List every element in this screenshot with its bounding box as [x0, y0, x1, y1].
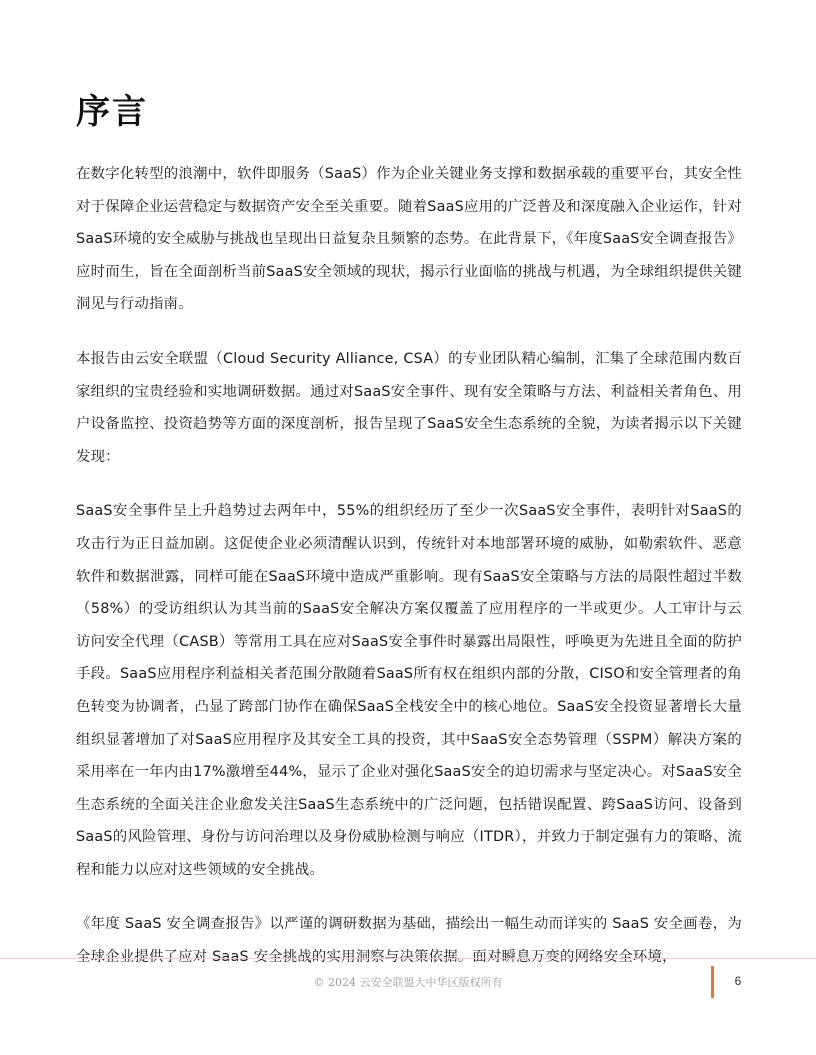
body-text — [76, 158, 742, 996]
paragraph-report-background: 本报告由云安全联盟（Cloud Security Alliance, CSA）的专业团队精心编制，汇集了全球范围内数百家组织的宝贵经验和实地调研数据。通过对SaaS安全事件、现有安全策略与方法、利益相关者角色、用户设备监控、投资趋势等方面的深度剖析，报告呈现了SaaS安全生态系统的全貌，为读者揭示以下关键发现： — [76, 350, 742, 465]
footer-copyright: © 2024 云安全联盟大中华区版权所有 — [313, 976, 503, 989]
paragraph-conclusion: 《年度 SaaS 安全调查报告》以严谨的调研数据为基础，描绘出一幅生动而详实的 SaaS 安全画卷，为全球企业提供了应对 SaaS 安全挑战的实用洞察与决策依据。面对瞬息万变的网络安全环境， — [76, 916, 742, 966]
page-number-divider — [711, 966, 714, 998]
page-number: 6 — [734, 974, 742, 988]
page-title: 序言 — [76, 92, 148, 132]
paragraph-intro: 在数字化转型的浪潮中，软件即服务（SaaS）作为企业关键业务支撑和数据承载的重要平台，其安全性对于保障企业运营稳定与数据资产安全至关重要。随着SaaS应用的广泛普及和深度融入企业运作，针对SaaS环境的安全威胁与挑战也呈现出日益复杂且频繁的态势。在此背景下，《年度SaaS安全调查报告》应时而生，旨在全面剖析当前SaaS安全领域的现状，揭示行业面临的挑战与机遇，为全球组织提供关键洞见与行动指南。 — [76, 166, 742, 313]
footer-rule — [0, 958, 816, 959]
paragraph-key-findings: SaaS安全事件呈上升趋势过去两年中，55%的组织经历了至少一次SaaS安全事件，表明针对SaaS的攻击行为正日益加剧。这促使企业必须清醒认识到，传统针对本地部署环境的威胁，如勒索软件、恶意软件和数据泄露，同样可能在SaaS环境中造成严重影响。现有SaaS安全策略与方法的局限性超过半数（58%）的受访组织认为其当前的SaaS安全解决方案仅覆盖了应用程序的一半或更少。人工审计与云访问安全代理（CASB）等常用工具在应对SaaS安全事件时暴露出局限性，呼唤更为先进且全面的防护手段。SaaS应用程序利益相关者范围分散随着SaaS所有权在组织内部的分散，CISO和安全管理者的角色转变为协调者，凸显了跨部门协作在确保SaaS全栈安全中的核心地位。SaaS安全投资显著增长大量组织显著增加了对SaaS应用程序及其安全工具的投资，其中SaaS安全态势管理（SSPM）解决方案的采用率在一年内由17%激增至44%，显示了企业对强化SaaS安全的迫切需求与坚定决心。对SaaS安全生态系统的全面关注企业愈发关注SaaS生态系统中的广泛问题，包括错误配置、跨SaaS访问、设备到SaaS的风险管理、身份与访问治理以及身份威胁检测与响应（ITDR），并致力于制定强有力的策略、流程和能力以应对这些领域的安全挑战。 — [76, 503, 742, 878]
